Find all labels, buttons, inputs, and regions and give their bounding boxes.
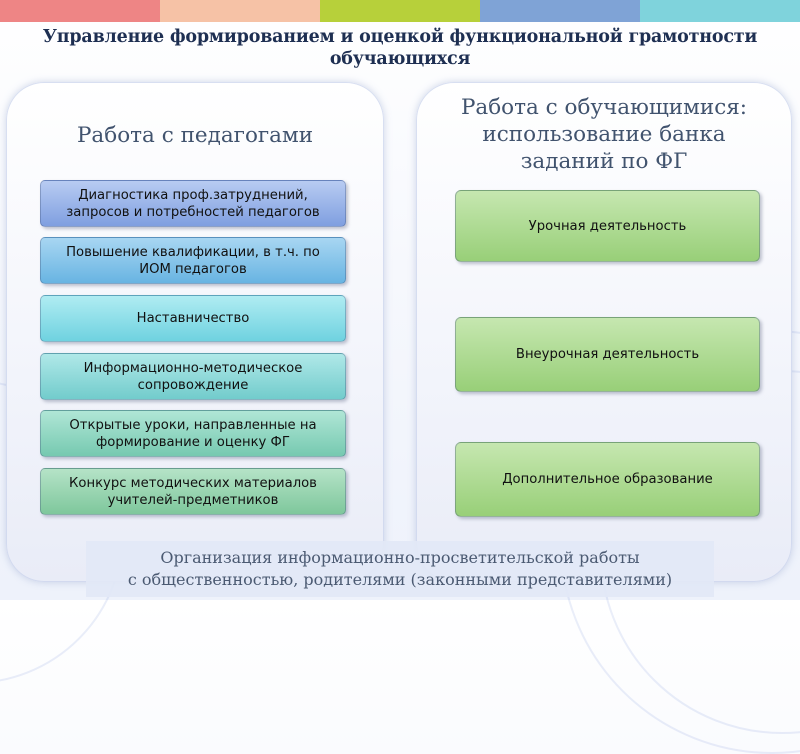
item-label-line: Повышение квалификации, в т.ч. по <box>66 244 320 260</box>
stripe-segment <box>160 0 320 22</box>
item-label-line: Диагностика проф.затруднений, <box>78 187 308 203</box>
students-heading-line: использование банка <box>482 122 726 147</box>
banner-line: Организация информационно-просветительской работы <box>160 548 640 567</box>
public-outreach-banner <box>86 541 714 597</box>
stripe-segment <box>320 0 480 22</box>
item-label-line: формирование и оценку ФГ <box>96 434 290 450</box>
page-title-line: Управление формированием и оценкой функциональной грамотности <box>42 27 758 47</box>
item-label-line: сопровождение <box>137 377 249 393</box>
stripe-segment <box>640 0 800 22</box>
item-label-line: Открытые уроки, направленные на <box>69 417 317 433</box>
item-label-line: ИОМ педагогов <box>139 261 247 277</box>
students-panel-heading <box>416 94 792 175</box>
student-item-extracurricular <box>455 317 760 392</box>
teacher-item-diagnostics <box>40 180 346 227</box>
page-title-line: обучающихся <box>329 49 471 69</box>
item-label: Урочная деятельность <box>528 218 687 234</box>
student-item-additional-education <box>455 442 760 517</box>
item-label: Внеурочная деятельность <box>515 347 700 362</box>
teachers-panel-heading: Работа с педагогами <box>76 123 314 148</box>
item-label-line: запросов и потребностей педагогов <box>66 204 320 220</box>
item-label-line: Конкурс методических материалов <box>69 475 317 491</box>
students-panel <box>416 82 792 582</box>
stripe-segment <box>0 0 160 22</box>
teacher-item-methodical-support <box>40 353 346 400</box>
item-label-line: учителей-предметников <box>107 492 279 508</box>
top-color-stripe <box>0 0 800 22</box>
students-heading-line: Работа с обучающимися: <box>460 95 748 120</box>
student-item-lessons <box>455 190 760 262</box>
banner-line: с общественностью, родителями (законными представителями) <box>127 570 673 589</box>
students-heading-line: заданий по ФГ <box>520 149 688 174</box>
teacher-item-mentoring <box>40 295 346 342</box>
teacher-item-contest <box>40 468 346 515</box>
stripe-segment <box>480 0 640 22</box>
item-label: Дополнительное образование <box>502 472 713 487</box>
teacher-item-qualification <box>40 237 346 284</box>
item-label-line: Информационно-методическое <box>83 360 303 376</box>
item-label-line: Наставничество <box>136 311 250 326</box>
page-title <box>0 26 800 70</box>
teachers-panel <box>6 82 384 582</box>
teacher-item-open-lessons <box>40 410 346 457</box>
